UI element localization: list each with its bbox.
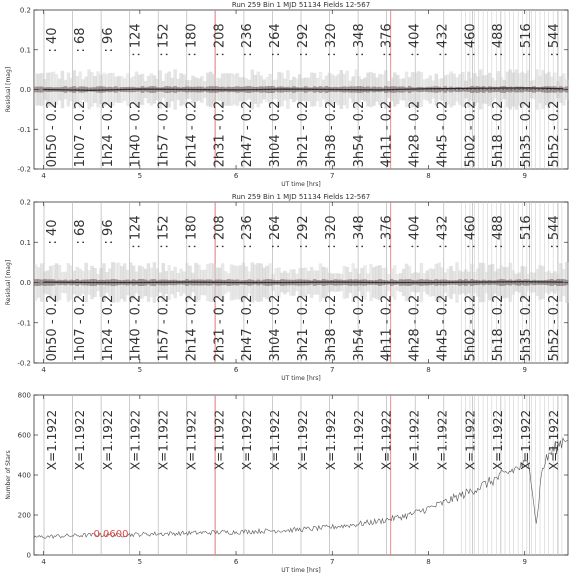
time-label: 3h38 - 0.2 bbox=[323, 100, 339, 168]
x-axis-label: UT time [hrs] bbox=[281, 375, 321, 382]
time-label: 4h28 - 0.2 bbox=[407, 100, 423, 168]
time-label: 5h18 - 0.2 bbox=[491, 100, 507, 168]
field-label: : 152 bbox=[156, 23, 172, 57]
field-label: : 404 bbox=[407, 23, 423, 57]
time-label: 0h50 - 0.2 bbox=[45, 100, 60, 168]
field-label: : 236 bbox=[240, 215, 256, 249]
time-label: 3h04 - 0.2 bbox=[268, 100, 284, 168]
y-tick-label: 0.2 bbox=[19, 198, 31, 207]
field-label: : 544 bbox=[547, 23, 562, 57]
time-label: 2h47 - 0.2 bbox=[240, 294, 256, 362]
x-tick-label: 9 bbox=[522, 366, 527, 374]
y-tick-label: 0.0 bbox=[19, 279, 31, 287]
y-tick-label: -0.1 bbox=[17, 319, 31, 328]
time-label: 1h57 - 0.2 bbox=[156, 100, 172, 168]
field-label: : 348 bbox=[351, 215, 367, 249]
field-label: : 124 bbox=[128, 215, 144, 249]
y-tick-label: 0 bbox=[26, 551, 31, 560]
x-tick-label: 8 bbox=[426, 366, 431, 374]
time-label: 5h02 - 0.2 bbox=[463, 100, 479, 168]
time-label: 4h11 - 0.2 bbox=[379, 294, 395, 362]
x-tick-label: 7 bbox=[330, 558, 335, 566]
y-tick-label: 800 bbox=[17, 391, 31, 400]
time-label: 1h24 - 0.2 bbox=[100, 100, 116, 168]
airmass-annotation: X=1.1922 bbox=[463, 409, 478, 471]
chart-title: Run 259 Bin 1 MJD 51134 Fields 12-567 bbox=[231, 193, 371, 201]
field-label: : 96 bbox=[100, 27, 116, 53]
y-tick-label: 400 bbox=[17, 471, 31, 480]
time-label: 4h45 - 0.2 bbox=[435, 100, 451, 168]
field-label: : 180 bbox=[184, 215, 200, 249]
time-label: 5h18 - 0.2 bbox=[491, 294, 507, 362]
field-label: : 376 bbox=[379, 23, 395, 57]
red-annotation: 0.0600 bbox=[93, 529, 129, 540]
y-tick-label: 0.1 bbox=[19, 46, 31, 55]
time-label: 5h52 - 0.2 bbox=[547, 100, 562, 168]
time-label: 3h38 - 0.2 bbox=[323, 294, 339, 362]
time-label: 2h31 - 0.2 bbox=[212, 100, 228, 168]
field-label: : 180 bbox=[184, 23, 200, 57]
field-label: : 152 bbox=[156, 215, 172, 249]
x-tick-label: 9 bbox=[522, 558, 527, 566]
time-label: 2h31 - 0.2 bbox=[212, 294, 228, 362]
y-tick-label: -0.2 bbox=[17, 165, 31, 174]
y-tick-label: -0.1 bbox=[17, 125, 31, 134]
y-axis-label: Residual [mag] bbox=[5, 66, 12, 113]
time-label: 3h21 - 0.2 bbox=[296, 100, 311, 168]
field-label: : 208 bbox=[212, 215, 228, 249]
field-label: : 236 bbox=[240, 23, 256, 57]
airmass-annotation: X=1.1922 bbox=[407, 409, 422, 471]
x-tick-label: 8 bbox=[426, 558, 431, 566]
airmass-annotation: X=1.1922 bbox=[212, 409, 227, 471]
field-label: : 432 bbox=[435, 215, 451, 249]
x-axis-label: UT time [hrs] bbox=[281, 567, 321, 574]
airmass-annotation: X=1.1922 bbox=[128, 409, 143, 471]
time-label: 3h54 - 0.2 bbox=[351, 294, 367, 362]
field-label: : 516 bbox=[519, 215, 535, 249]
x-tick-label: 4 bbox=[41, 558, 46, 566]
airmass-annotation: X=1.1922 bbox=[491, 409, 506, 471]
time-label: 5h35 - 0.2 bbox=[519, 294, 535, 362]
field-label: : 264 bbox=[268, 23, 284, 57]
time-label: 2h14 - 0.2 bbox=[184, 294, 200, 362]
x-tick-label: 7 bbox=[330, 172, 335, 180]
field-label: : 40 bbox=[45, 27, 60, 53]
field-label: : 96 bbox=[100, 219, 116, 245]
time-label: 3h54 - 0.2 bbox=[351, 100, 367, 168]
x-tick-label: 5 bbox=[137, 172, 143, 180]
y-tick-label: 200 bbox=[17, 511, 31, 520]
field-label: : 460 bbox=[463, 23, 479, 57]
time-label: 2h47 - 0.2 bbox=[240, 100, 256, 168]
y-axis-label: Residual [mag] bbox=[5, 259, 12, 306]
time-label: 4h28 - 0.2 bbox=[407, 294, 423, 362]
field-label: : 68 bbox=[72, 219, 88, 245]
field-label: : 124 bbox=[128, 23, 144, 57]
x-tick-label: 4 bbox=[41, 172, 46, 180]
y-tick-label: 0.0 bbox=[19, 86, 31, 94]
field-label: : 292 bbox=[296, 215, 311, 249]
field-label: : 320 bbox=[323, 215, 339, 249]
time-label: 5h02 - 0.2 bbox=[463, 294, 479, 362]
airmass-annotation: X=1.1922 bbox=[156, 409, 171, 471]
field-label: : 488 bbox=[491, 215, 507, 249]
airmass-annotation: X=1.1922 bbox=[45, 409, 59, 471]
airmass-annotation: X=1.1922 bbox=[323, 409, 338, 471]
airmass-annotation: X=1.1922 bbox=[100, 409, 115, 471]
y-tick-label: -0.2 bbox=[17, 359, 31, 368]
y-axis-label: Number of Stars bbox=[5, 450, 12, 500]
field-label: : 208 bbox=[212, 23, 228, 57]
time-label: 3h21 - 0.2 bbox=[296, 294, 311, 362]
field-label: : 292 bbox=[296, 23, 311, 57]
airmass-annotation: X=1.1922 bbox=[72, 409, 87, 471]
panel-stars bbox=[5, 392, 568, 575]
time-label: 1h57 - 0.2 bbox=[156, 294, 172, 362]
x-tick-label: 5 bbox=[137, 558, 143, 566]
field-label: : 544 bbox=[547, 215, 562, 249]
x-tick-label: 6 bbox=[233, 366, 239, 374]
time-label: 1h07 - 0.2 bbox=[72, 100, 88, 168]
time-label: 1h07 - 0.2 bbox=[72, 294, 88, 362]
field-label: : 264 bbox=[268, 215, 284, 249]
field-label: : 376 bbox=[379, 215, 395, 249]
panel-residual-middle bbox=[5, 193, 569, 382]
time-label: 5h52 - 0.2 bbox=[547, 294, 562, 362]
field-label: : 68 bbox=[72, 27, 88, 53]
airmass-annotation: X=1.1922 bbox=[351, 409, 366, 471]
chart-title: Run 259 Bin 1 MJD 51134 Fields 12-567 bbox=[231, 1, 371, 9]
y-tick-label: 600 bbox=[17, 431, 31, 440]
airmass-annotation: X=1.1922 bbox=[519, 409, 534, 471]
airmass-annotation: X=1.1922 bbox=[296, 409, 310, 471]
airmass-annotation: X=1.1922 bbox=[184, 409, 199, 471]
panel-residual-top bbox=[5, 1, 569, 188]
airmass-annotation: X=1.1922 bbox=[547, 409, 561, 471]
x-tick-label: 5 bbox=[137, 366, 143, 374]
x-tick-label: 7 bbox=[330, 366, 335, 374]
field-label: : 516 bbox=[519, 23, 535, 57]
airmass-annotation: X=1.1922 bbox=[435, 409, 450, 471]
time-label: 4h11 - 0.2 bbox=[379, 100, 395, 168]
field-label: : 348 bbox=[351, 23, 367, 57]
airmass-annotation: X=1.1922 bbox=[240, 409, 255, 471]
time-label: 3h04 - 0.2 bbox=[268, 294, 284, 362]
field-label: : 320 bbox=[323, 23, 339, 57]
x-axis-label: UT time [hrs] bbox=[281, 181, 321, 188]
time-label: 4h45 - 0.2 bbox=[435, 294, 451, 362]
time-label: 5h35 - 0.2 bbox=[519, 100, 535, 168]
field-label: : 488 bbox=[491, 23, 507, 57]
y-tick-label: 0.1 bbox=[19, 238, 31, 247]
x-tick-label: 6 bbox=[233, 558, 239, 566]
field-label: : 432 bbox=[435, 23, 451, 57]
field-label: : 460 bbox=[463, 215, 479, 249]
time-label: 0h50 - 0.2 bbox=[45, 294, 60, 362]
airmass-annotation: X=1.1922 bbox=[379, 409, 394, 471]
x-tick-label: 6 bbox=[233, 172, 239, 180]
time-label: 2h14 - 0.2 bbox=[184, 100, 200, 168]
x-tick-label: 8 bbox=[426, 172, 431, 180]
field-label: : 404 bbox=[407, 215, 423, 249]
time-label: 1h40 - 0.2 bbox=[128, 100, 144, 168]
time-label: 1h40 - 0.2 bbox=[128, 294, 144, 362]
time-label: 1h24 - 0.2 bbox=[100, 294, 116, 362]
airmass-annotation: X=1.1922 bbox=[268, 409, 283, 471]
x-tick-label: 4 bbox=[41, 366, 46, 374]
field-label: : 40 bbox=[45, 219, 60, 245]
y-tick-label: 0.2 bbox=[19, 6, 31, 15]
x-tick-label: 9 bbox=[522, 172, 527, 180]
